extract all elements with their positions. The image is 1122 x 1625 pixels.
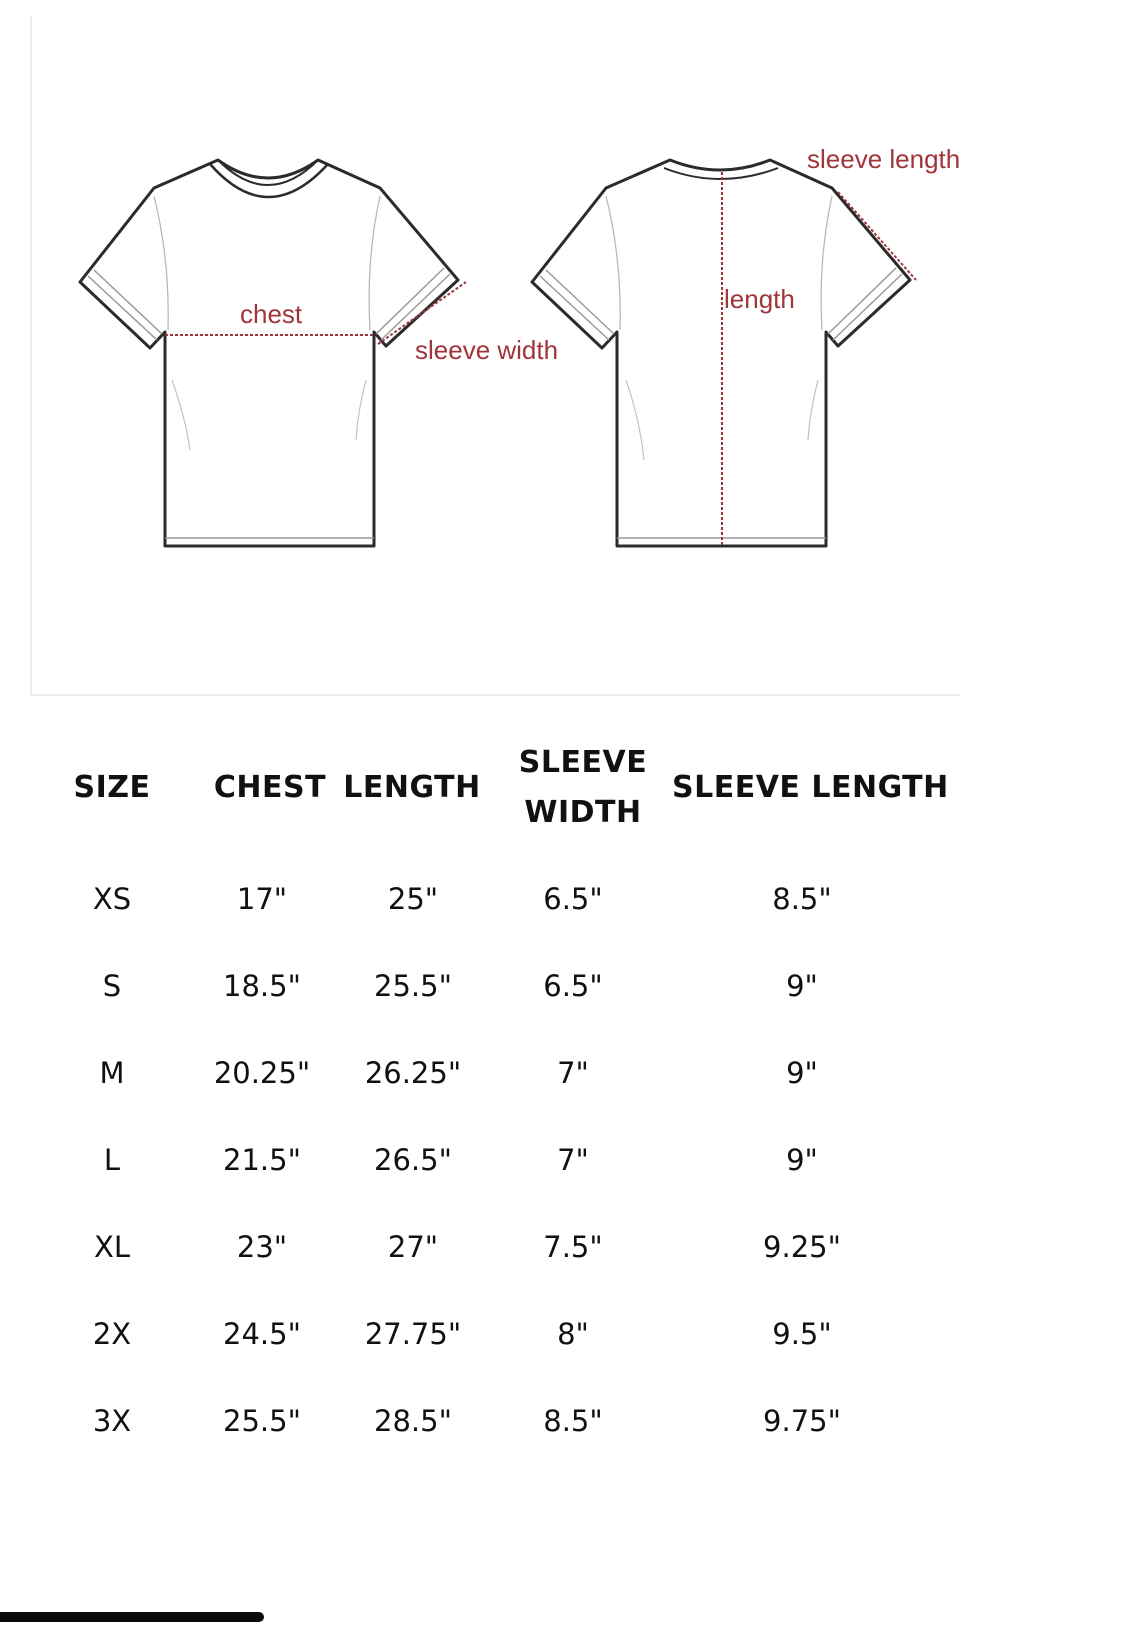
cell-length: 27.75" — [364, 1317, 462, 1351]
cell-length: 27" — [387, 1230, 439, 1264]
cell-chest: 24.5" — [223, 1317, 301, 1351]
cell-sleeve-length: 9" — [786, 1143, 818, 1177]
cell-sleeve-width: 8" — [557, 1317, 589, 1351]
cell-chest: 21.5" — [223, 1143, 301, 1177]
cell-sleeve-length: 9.75" — [763, 1404, 841, 1438]
cell-size: XS — [92, 882, 132, 916]
cell-sleeve-length: 9" — [786, 969, 818, 1003]
cell-sleeve-width: 7.5" — [543, 1230, 603, 1264]
cell-chest: 18.5" — [223, 969, 301, 1003]
cell-length: 25.5" — [374, 969, 452, 1003]
cell-chest: 23" — [236, 1230, 288, 1264]
cell-size: M — [99, 1056, 125, 1090]
cell-sleeve-length: 9" — [786, 1056, 818, 1090]
cell-length: 28.5" — [374, 1404, 452, 1438]
cell-sleeve-length: 8.5" — [772, 882, 832, 916]
cell-chest: 25.5" — [223, 1404, 301, 1438]
label-sleeve-width: sleeve width — [415, 335, 559, 365]
cell-length: 26.5" — [374, 1143, 452, 1177]
cell-size: XL — [93, 1230, 131, 1264]
cell-size: L — [103, 1143, 121, 1177]
cell-sleeve-width: 8.5" — [543, 1404, 603, 1438]
header-sleeve-width-line1: SLEEVE — [518, 745, 648, 780]
cell-sleeve-width: 7" — [557, 1056, 589, 1090]
label-chest: chest — [240, 299, 303, 329]
tshirt-measurement-diagram — [0, 0, 1122, 720]
cell-sleeve-width: 6.5" — [543, 969, 603, 1003]
front-tshirt-illustration — [80, 160, 458, 546]
cell-size: 2X — [92, 1317, 132, 1351]
cell-size: 3X — [92, 1404, 132, 1438]
cell-sleeve-width: 7" — [557, 1143, 589, 1177]
cell-size: S — [102, 969, 122, 1003]
cell-length: 25" — [387, 882, 439, 916]
cell-length: 26.25" — [364, 1056, 462, 1090]
header-sleeve-length: SLEEVE LENGTH — [672, 770, 949, 805]
header-size: SIZE — [73, 770, 151, 805]
cell-chest: 20.25" — [213, 1056, 311, 1090]
label-length: length — [724, 284, 795, 314]
label-sleeve-length: sleeve length — [807, 144, 961, 174]
header-chest: CHEST — [213, 770, 327, 805]
header-length: LENGTH — [343, 770, 481, 805]
cell-sleeve-length: 9.25" — [763, 1230, 841, 1264]
cell-sleeve-width: 6.5" — [543, 882, 603, 916]
cell-sleeve-length: 9.5" — [772, 1317, 832, 1351]
cell-chest: 17" — [236, 882, 288, 916]
header-sleeve-width-line2: WIDTH — [524, 795, 642, 830]
home-indicator — [0, 1612, 264, 1622]
